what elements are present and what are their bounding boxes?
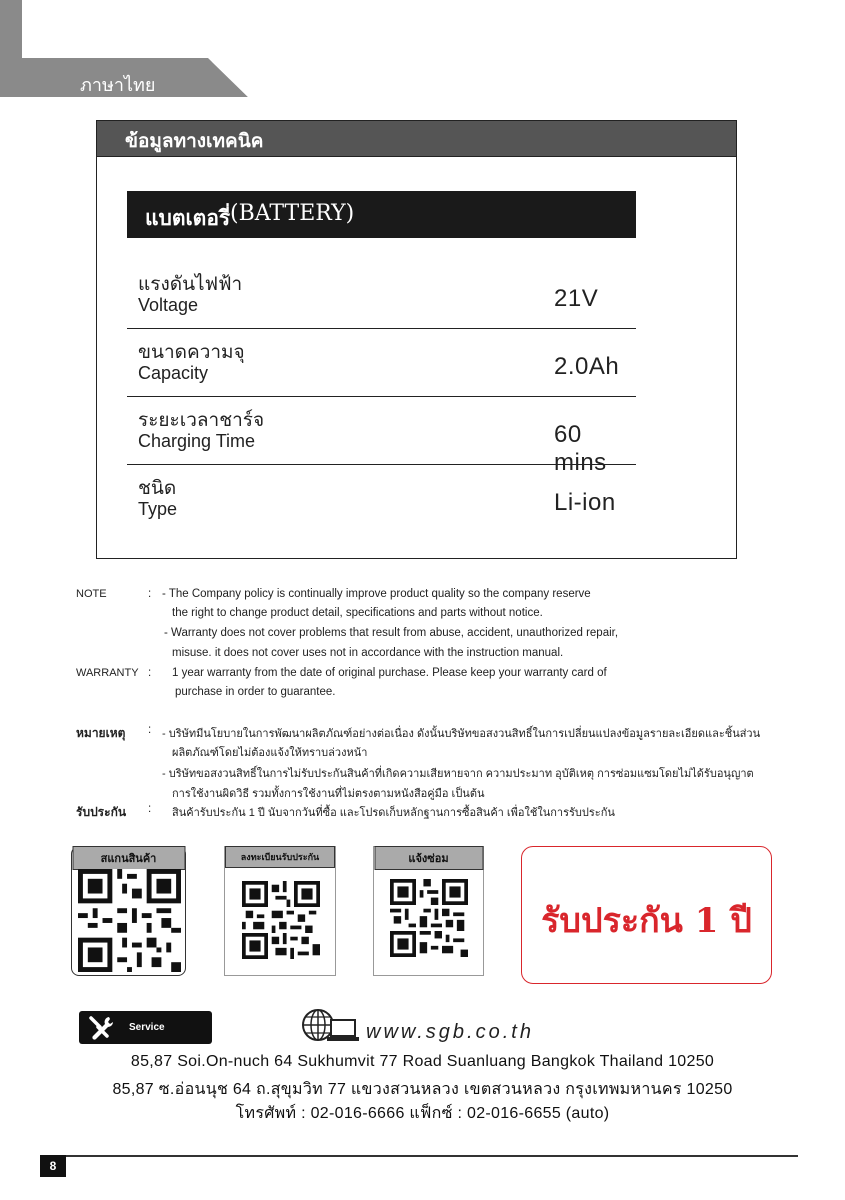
warranty-colon: : [148,667,152,679]
service-badge [79,1011,212,1044]
phone-fax: โทรศัพท์ : 02-016-6666 แฟ็กซ์ : 02-016-6655 (auto) [235,1105,610,1122]
warranty-line: purchase in order to guarantee. [175,686,336,698]
spec-row-voltage [127,261,636,329]
qr-card-register-warranty[interactable] [224,846,336,976]
spec-row-en: Charging Time [138,431,256,451]
note-line: - Warranty does not cover problems that result from abuse, accident, unauthorized repair, [164,627,619,639]
spec-row-value: Li-ion [554,489,616,516]
warranty-badge-text: รับประกัน 1 ปี [541,901,752,941]
service-label: Service [129,1022,165,1033]
thai-warranty-key: รับประกัน [76,805,127,819]
thai-warranty-line: สินค้ารับประกัน 1 ปี นับจากวันที่ซื้อ และโปรดเก็บหลักฐานการซื้อสินค้า เพื่อใช้ในการรับประกัน [172,807,615,819]
language-label: ภาษาไทย [80,75,156,96]
qr-label: แจ้งซ่อม [374,846,483,870]
address-th: 85,87 ซ.อ่อนนุช 64 ถ.สุขุมวิท 77 แขวงสวนหลวง เขตสวนหลวง กรุงเทพมหานคร 10250 [112,1081,733,1098]
qr-card-repair[interactable] [373,846,484,976]
note-key: NOTE [76,588,107,600]
battery-thai-label: แบตเตอรี่ [145,206,231,230]
spec-row-thai: ขนาดความจุ [138,341,245,363]
footer-rule [40,1155,798,1157]
qr-card-scan-product[interactable] [71,846,186,976]
language-tab [0,0,250,97]
page-number-box [40,1155,66,1177]
warranty-key: WARRANTY [76,667,139,679]
spec-row-en: Voltage [138,295,199,315]
battery-en-label: (BATTERY) [230,201,355,226]
note-colon: : [148,588,152,600]
spec-row-charging-time [127,397,636,476]
thai-warranty-colon: : [148,803,152,815]
qr-label: ลงทะเบียนรับประกัน [225,846,335,868]
spec-row-capacity [127,329,636,397]
qr-label: สแกนสินค้า [72,846,185,870]
qr-code-icon [242,881,320,959]
spec-row-value: 60 mins [554,421,607,476]
spec-row-thai: แรงดันไฟฟ้า [138,273,243,295]
thai-note-line: การใช้งานผิดวิธี รวมทั้งการใช้งานที่ไม่ตรงตามหนังสือคู่มือ เป็นต้น [172,788,485,800]
thai-note-key: หมายเหตุ [76,726,126,740]
spec-row-en: Capacity [138,363,209,383]
warranty-badge [521,846,772,984]
spec-row-value: 21V [554,285,599,312]
spec-row-type [127,465,636,533]
spec-title: ข้อมูลทางเทคนิค [125,130,264,152]
thai-note-line: - บริษัทขอสงวนสิทธิ์ในการไม่รับประกันสินค้าที่เกิดความเสียหายจาก ความประมาท อุบัติเหตุ การซ่อมแซมโดยไม่ได้รับอนุญาต [162,768,754,780]
qr-code-icon [78,869,181,972]
spec-row-value: 2.0Ah [554,353,620,380]
spec-row-en: Type [138,499,178,519]
spec-row-thai: ระยะเวลาชาร์จ [138,409,265,431]
warranty-line: 1 year warranty from the date of original purchase. Please keep your warranty card of [172,667,607,679]
website-link[interactable]: www.sgb.co.th [366,1021,534,1043]
thai-note-line: ผลิตภัณฑ์โดยไม่ต้องแจ้งให้ทราบล่วงหน้า [172,747,368,759]
globe-computer-icon [301,1008,363,1044]
address-en: 85,87 Soi.On-nuch 64 Sukhumvit 77 Road Suanluang Bangkok Thailand 10250 [130,1053,715,1070]
note-line: - The Company policy is continually improve product quality so the company reserve [162,588,591,600]
thai-note-line: - บริษัทมีนโยบายในการพัฒนาผลิตภัณฑ์อย่างต่อเนื่อง ดังนั้นบริษัทขอสงวนสิทธิ์ในการเปลี่ยนแปลงข้อมูลรายละเอียดและชิ้นส่วน [162,728,761,740]
qr-code-icon [390,879,468,957]
battery-heading [127,191,636,238]
spec-section [96,120,737,559]
tools-icon [88,1015,114,1040]
spec-header [97,121,736,157]
thai-note-colon: : [148,724,152,736]
note-line: the right to change product detail, specifications and parts without notice. [172,607,543,619]
page-number: 8 [49,1159,57,1173]
spec-row-thai: ชนิด [138,477,177,499]
note-line: misuse. it does not cover uses not in accordance with the instruction manual. [172,647,564,659]
